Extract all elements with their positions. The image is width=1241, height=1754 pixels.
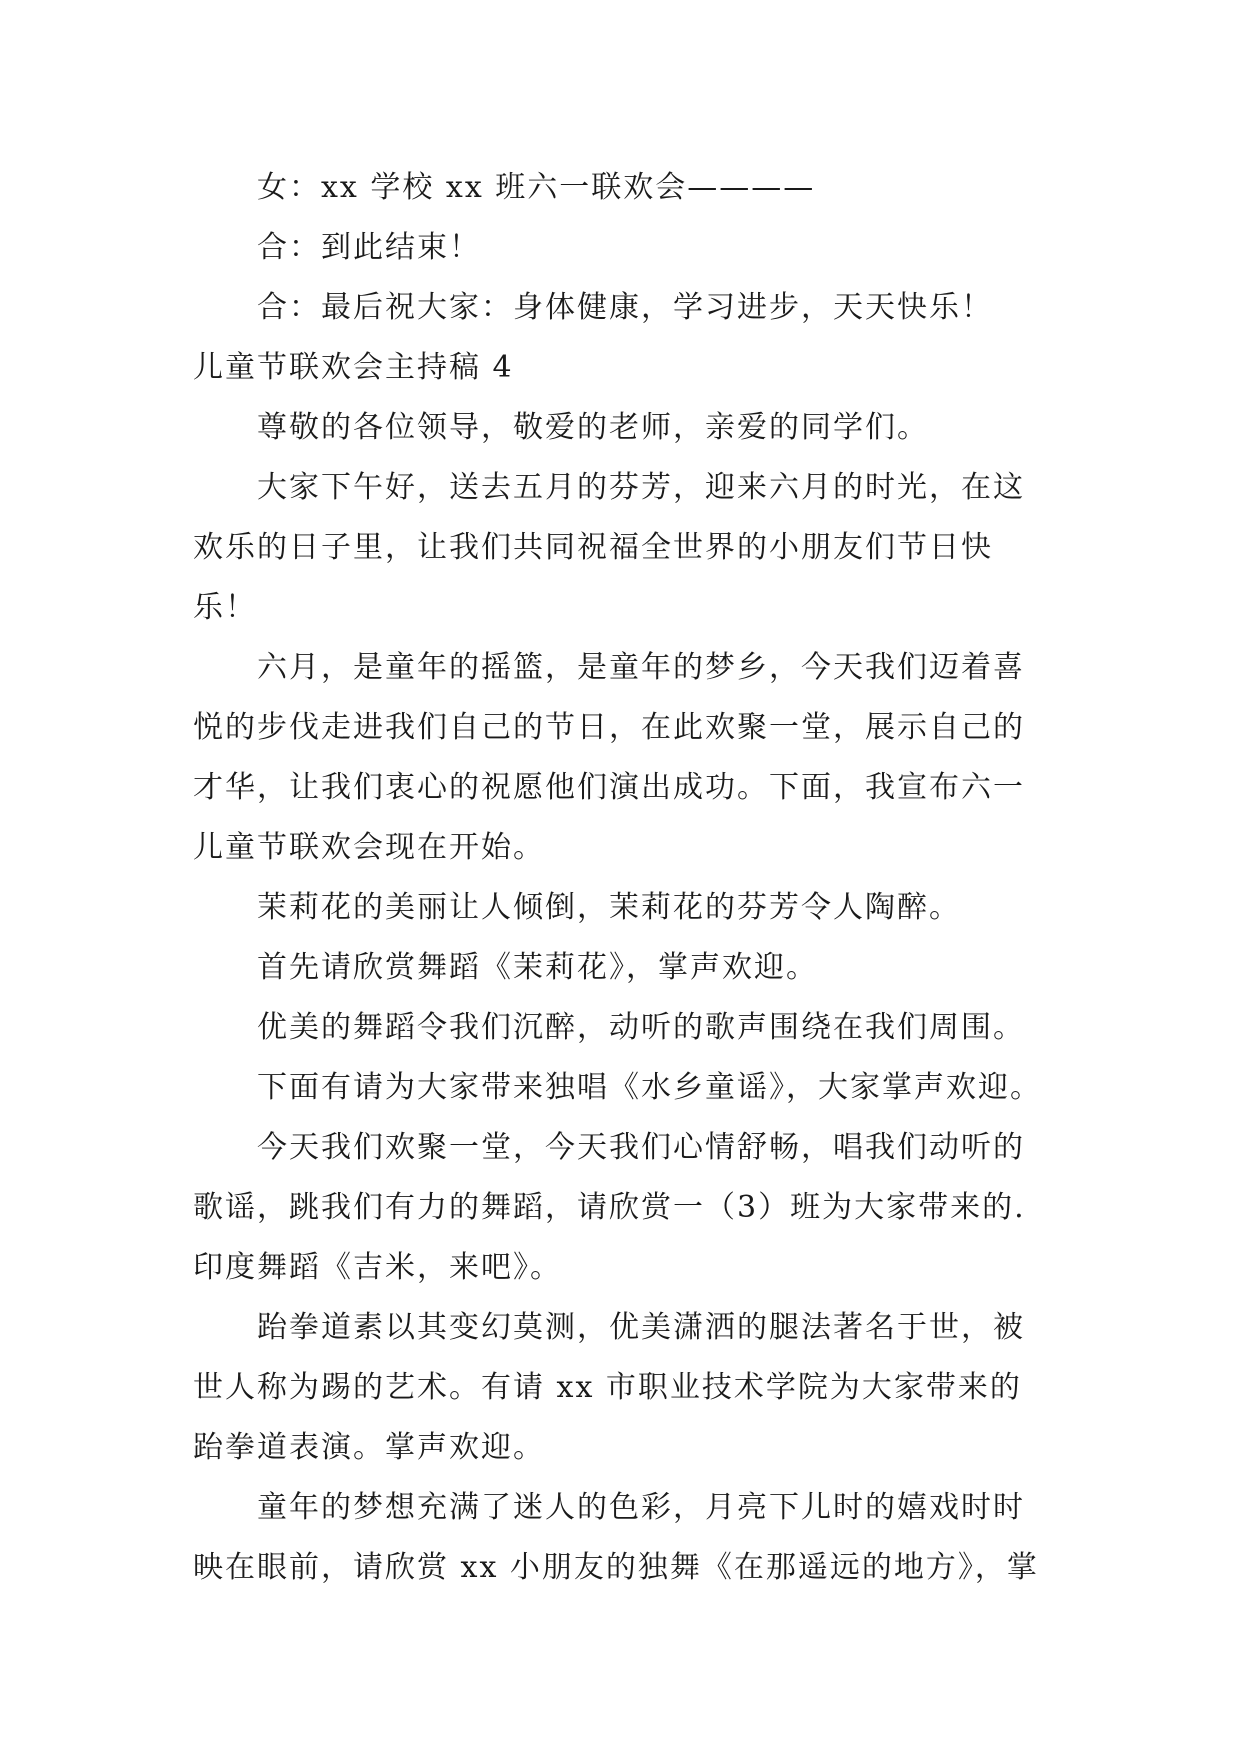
text-line: 六月，是童年的摇篮，是童年的梦乡，今天我们迈着喜: [257, 650, 1025, 685]
text-line: 世人称为踢的艺术。有请 xx 市职业技术学院为大家带来的: [193, 1370, 1022, 1405]
text-line: 悦的步伐走进我们自己的节日，在此欢聚一堂，展示自己的: [193, 710, 1025, 745]
text-line: 尊敬的各位领导，敬爱的老师，亲爱的同学们。: [257, 410, 929, 445]
text-line: 印度舞蹈《吉米，来吧》。: [193, 1250, 562, 1285]
section-title: 儿童节联欢会主持稿 4: [193, 350, 514, 385]
text-line: 合：最后祝大家：身体健康，学习进步，天天快乐！: [257, 290, 993, 325]
text-line: 合：到此结束！: [257, 230, 481, 265]
text-line: 跆拳道素以其变幻莫测，优美潇洒的腿法著名于世，被: [257, 1310, 1025, 1345]
text-line: 茉莉花的美丽让人倾倒，茉莉花的芬芳令人陶醉。: [257, 890, 961, 925]
text-line: 首先请欣赏舞蹈《茉莉花》，掌声欢迎。: [257, 950, 818, 985]
text-line: 今天我们欢聚一堂，今天我们心情舒畅，唱我们动听的: [257, 1130, 1025, 1165]
text-line: 乐！: [193, 590, 257, 625]
text-line: 下面有请为大家带来独唱《水乡童谣》，大家掌声欢迎。: [257, 1070, 1042, 1105]
text-line: 儿童节联欢会现在开始。: [193, 830, 545, 865]
text-line: 大家下午好，送去五月的芬芳，迎来六月的时光，在这: [257, 470, 1025, 505]
text-line: 优美的舞蹈令我们沉醉，动听的歌声围绕在我们周围。: [257, 1010, 1025, 1045]
document-body: [193, 158, 1073, 1598]
text-line: 歌谣，跳我们有力的舞蹈，请欣赏一（3）班为大家带来的.: [193, 1190, 1026, 1225]
text-line: 女：xx 学校 xx 班六一联欢会————: [257, 170, 816, 205]
text-line: 童年的梦想充满了迷人的色彩，月亮下儿时的嬉戏时时: [257, 1490, 1025, 1525]
text-line: 映在眼前，请欣赏 xx 小朋友的独舞《在那遥远的地方》，掌: [193, 1550, 1039, 1585]
text-line: 才华，让我们衷心的祝愿他们演出成功。下面，我宣布六一: [193, 770, 1025, 805]
text-line: 欢乐的日子里，让我们共同祝福全世界的小朋友们节日快: [193, 530, 993, 565]
text-line: 跆拳道表演。掌声欢迎。: [193, 1430, 545, 1465]
